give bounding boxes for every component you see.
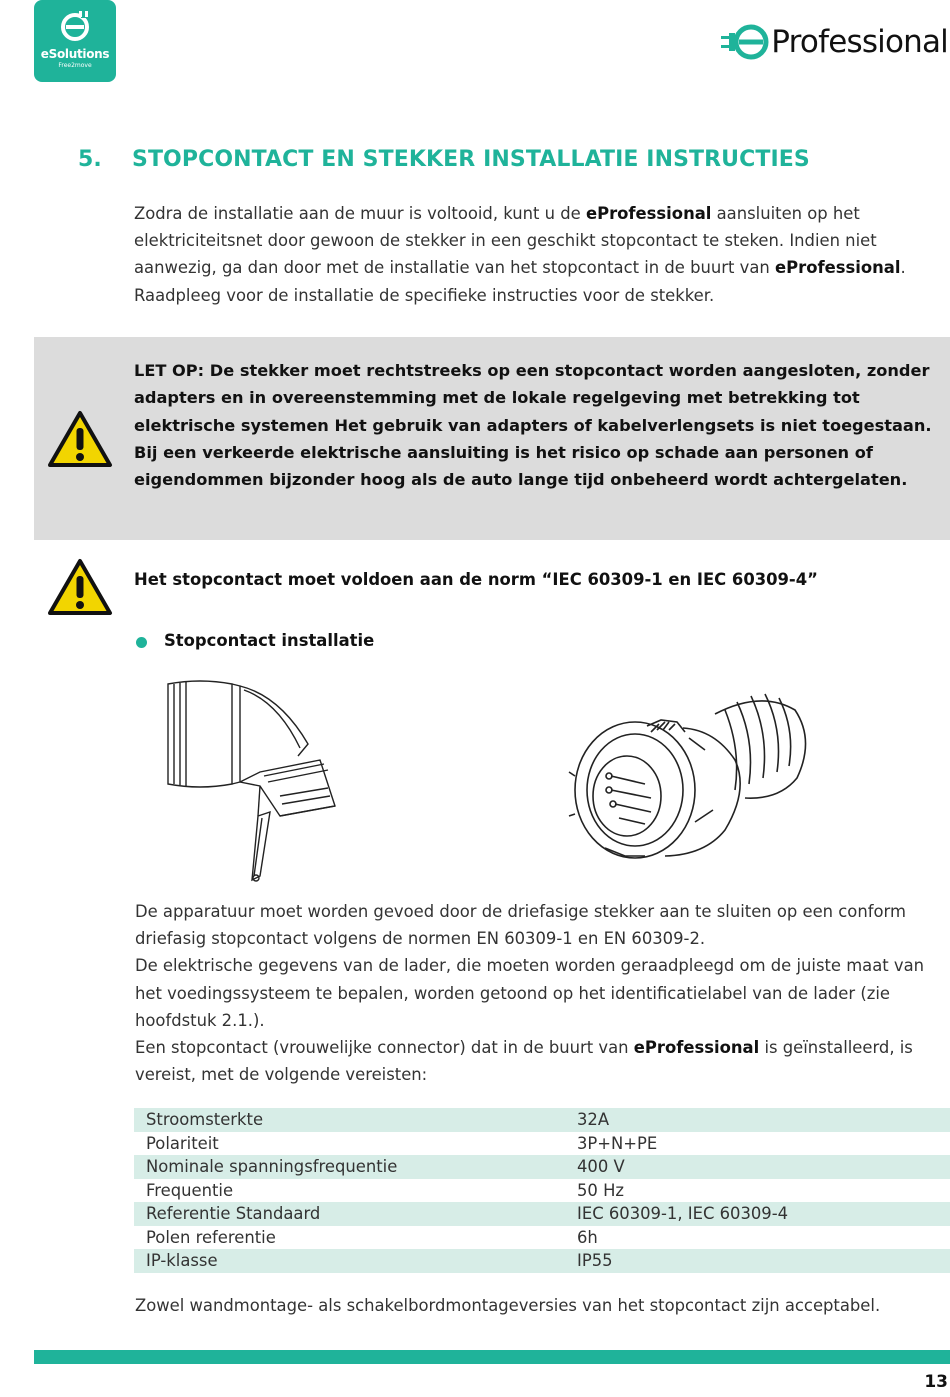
brand-mention: eProfessional [633, 1038, 760, 1058]
spec-key: Referentie Standaard [134, 1202, 577, 1226]
esolutions-logo [34, 0, 116, 82]
spec-value: IP55 [577, 1249, 950, 1273]
brand-mention: eProfessional [585, 204, 712, 223]
wall-socket-illustration [160, 676, 340, 886]
spec-value: 3P+N+PE [577, 1133, 658, 1153]
spec-value: 400 V [577, 1155, 950, 1179]
warning-box [34, 337, 950, 540]
brand-mention: eProfessional [774, 258, 901, 278]
body-paragraph: De apparatuur moet worden gevoed door de driefasige stekker aan te sluiten op een conform driefasig stopcontact volgens de normen EN 60309-1 en EN 60309-2. [135, 902, 906, 949]
eprofessional-logo [719, 20, 948, 64]
spec-key: Stroomsterkte [134, 1108, 577, 1132]
body-paragraph: Een stopcontact (vrouwelijke connector) dat in de buurt van eProfessional is geïnstalleerd, is vereist, met de volgende vereisten: [135, 1038, 913, 1085]
spec-key: IP-klasse [134, 1249, 577, 1273]
bullet-heading: Stopcontact installatie [164, 631, 375, 650]
body-paragraph: De elektrische gegevens van de lader, die moeten worden geraadpleegd om de juiste maat van het voedingssysteem te bepalen, worden getoond op het identificatielabel van de lader (zie hoofdstuk 2.1.). [135, 956, 925, 1030]
body-text [135, 898, 945, 1088]
page-number: 13 [924, 1372, 948, 1392]
section-heading: STOPCONTACT EN STEKKER INSTALLATIE INSTRUCTIES [132, 147, 810, 172]
norm-note: Het stopcontact moet voldoen aan de norm “IEC 60309-1 en IEC 60309-4” [134, 570, 818, 589]
table-row [134, 1179, 950, 1203]
eprofessional-word: Professional [771, 24, 948, 60]
section-title [78, 147, 810, 172]
footer-bar [34, 1350, 950, 1364]
spec-value: 6h [577, 1227, 598, 1247]
table-row [134, 1202, 950, 1226]
closing-text: Zowel wandmontage- als schakelbordmontageversies van het stopcontact zijn acceptabel. [135, 1296, 881, 1315]
bullet-dot [136, 637, 147, 648]
intro-paragraph: Zodra de installatie aan de muur is voltooid, kunt u de eProfessional aansluiten op het elektriciteitsnet door gewoon de stekker in een geschikt stopcontact te steken. Indien niet aanwezig, ga dan door met de installatie van het stopcontact in de buurt van eProfessional. Raadpleeg voor de installatie de specifieke instructies voor de stekker. [134, 204, 906, 305]
spec-value: IEC 60309-1, IEC 60309-4 [577, 1202, 950, 1226]
spec-value: 32A [577, 1108, 950, 1132]
table-row [134, 1249, 950, 1273]
spec-key: Polen referentie [146, 1227, 276, 1247]
spec-key: Nominale spanningsfrequentie [134, 1155, 577, 1179]
spec-value: 50 Hz [577, 1180, 624, 1200]
requirements-table [134, 1108, 950, 1273]
table-row [134, 1132, 950, 1156]
table-row [134, 1226, 950, 1250]
warning-triangle-icon [47, 558, 113, 616]
warning-text [134, 357, 934, 493]
eprofessional-e-icon [719, 20, 775, 64]
spec-key: Frequentie [146, 1180, 234, 1200]
plug-e-logo-icon [55, 9, 95, 45]
esolutions-brand: eSolutions [40, 47, 110, 61]
table-row [134, 1155, 950, 1179]
warning-line-2: Bij een verkeerde elektrische aansluiting is het risico op schade aan personen of eigendommen bijzonder hoog als de auto lange tijd onbeheerd wordt achtergelaten. [134, 442, 908, 490]
esolutions-sub: Free2move [58, 62, 92, 69]
section-number: 5. [78, 147, 102, 172]
table-row [134, 1108, 950, 1132]
plug-illustration [565, 680, 810, 870]
warning-triangle-icon [47, 410, 113, 468]
warning-line-1: LET OP: De stekker moet rechtstreeks op een stopcontact worden aangesloten, zonder adapters en in overeenstemming met de lokale regelgeving met betrekking tot elektrische systemen Het gebruik van adapters of kabelverlengsets is niet toegestaan. [134, 361, 932, 435]
spec-key: Polariteit [146, 1133, 219, 1153]
